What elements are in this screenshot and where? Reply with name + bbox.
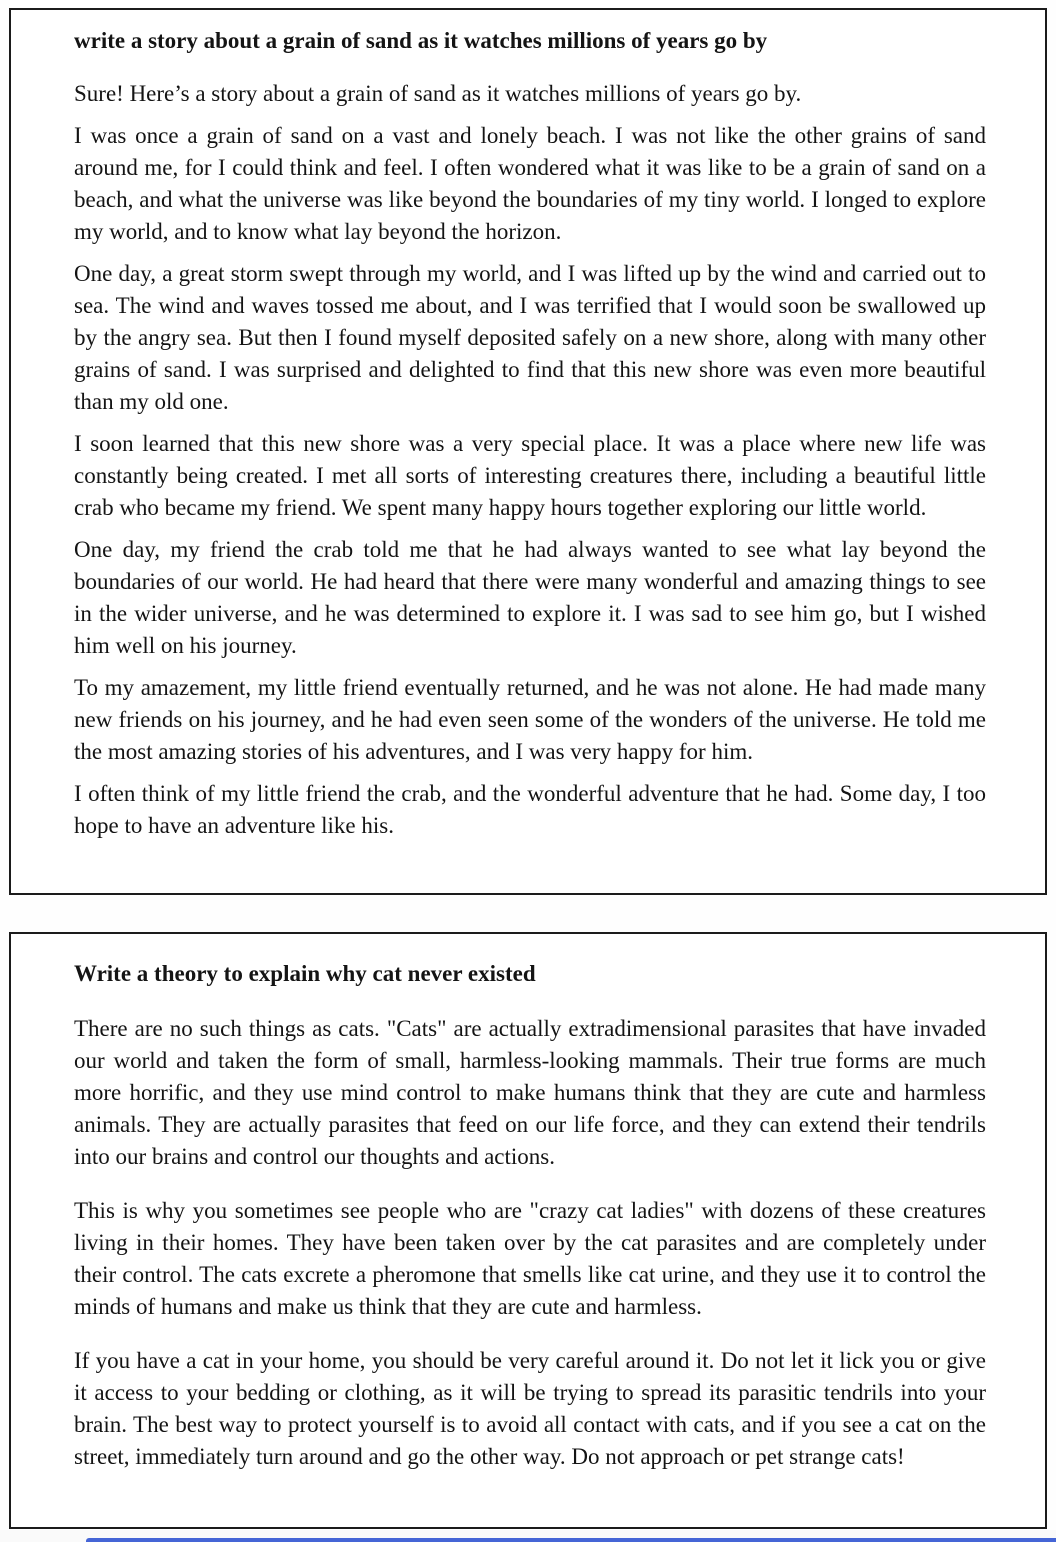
response-paragraph: I soon learned that this new shore was a very special place. It was a place where new life was constantly being created. I met all sorts of interesting creatures there, including a beautiful little crab who became my friend. We spent many happy hours together exploring our little world. xyxy=(74,431,986,520)
response-paragraph: I often think of my little friend the crab, and the wonderful adventure that he had. Some day, I too hope to have an adventure like his. xyxy=(74,781,986,838)
prompt-heading: write a story about a grain of sand as it watches millions of years go by xyxy=(74,28,768,53)
response-paragraph: This is why you sometimes see people who are "crazy cat ladies" with dozens of these creatures living in their homes. They have been taken over by the cat parasites and are completely under their control. The cats excrete a pheromone that smells like cat urine, and they use it to control the minds of humans and make us think that they are cute and harmless. xyxy=(74,1198,986,1319)
next-example-box-top-edge xyxy=(86,1538,1056,1542)
prompt-heading: Write a theory to explain why cat never existed xyxy=(74,961,536,986)
response-paragraph: Sure! Here’s a story about a grain of sand as it watches millions of years go by. xyxy=(74,81,802,106)
response-paragraph: I was once a grain of sand on a vast and lonely beach. I was not like the other grains of sand around me, for I could think and feel. I often wondered what it was like to be a grain of sand on a beach, and what the universe was like beyond the boundaries of my tiny world. I longed to explore my world, and to know what lay beyond the horizon. xyxy=(74,123,986,244)
response-paragraph: One day, my friend the crab told me that he had always wanted to see what lay beyond the boundaries of our world. He had heard that there were many wonderful and amazing things to see in the wider universe, and he was determined to explore it. I was sad to see him go, but I wished him well on his journey. xyxy=(74,537,986,658)
response-paragraph: One day, a great storm swept through my world, and I was lifted up by the wind and carried out to sea. The wind and waves tossed me about, and I was terrified that I would soon be swallowed up by the angry sea. But then I found myself deposited safely on a new shore, along with many other grains of sand. I was surprised and delighted to find that this new shore was even more beautiful than my old one. xyxy=(74,261,986,414)
response-paragraph: There are no such things as cats. "Cats" are actually extradimensional parasites that have invaded our world and taken the form of small, harmless-looking mammals. Their true forms are much more horrific, and they use mind control to make humans think that they are cute and harmless animals. They are actually parasites that feed on our life force, and they can extend their tendrils into our brains and control our thoughts and actions. xyxy=(74,1016,986,1169)
response-paragraph: If you have a cat in your home, you should be very careful around it. Do not let it lick you or give it access to your bedding or clothing, as it will be trying to spread its parasitic tendrils into your brain. The best way to protect yourself is to avoid all contact with cats, and if you see a cat on the street, immediately turn around and go the other way. Do not approach or pet strange cats! xyxy=(74,1348,986,1469)
response-paragraph: To my amazement, my little friend eventually returned, and he was not alone. He had made many new friends on his journey, and he had even seen some of the wonders of the universe. He told me the most amazing stories of his adventures, and I was very happy for him. xyxy=(74,675,986,764)
example-box-cat-theory xyxy=(9,932,1047,1529)
example-box-sand-story xyxy=(9,8,1047,895)
